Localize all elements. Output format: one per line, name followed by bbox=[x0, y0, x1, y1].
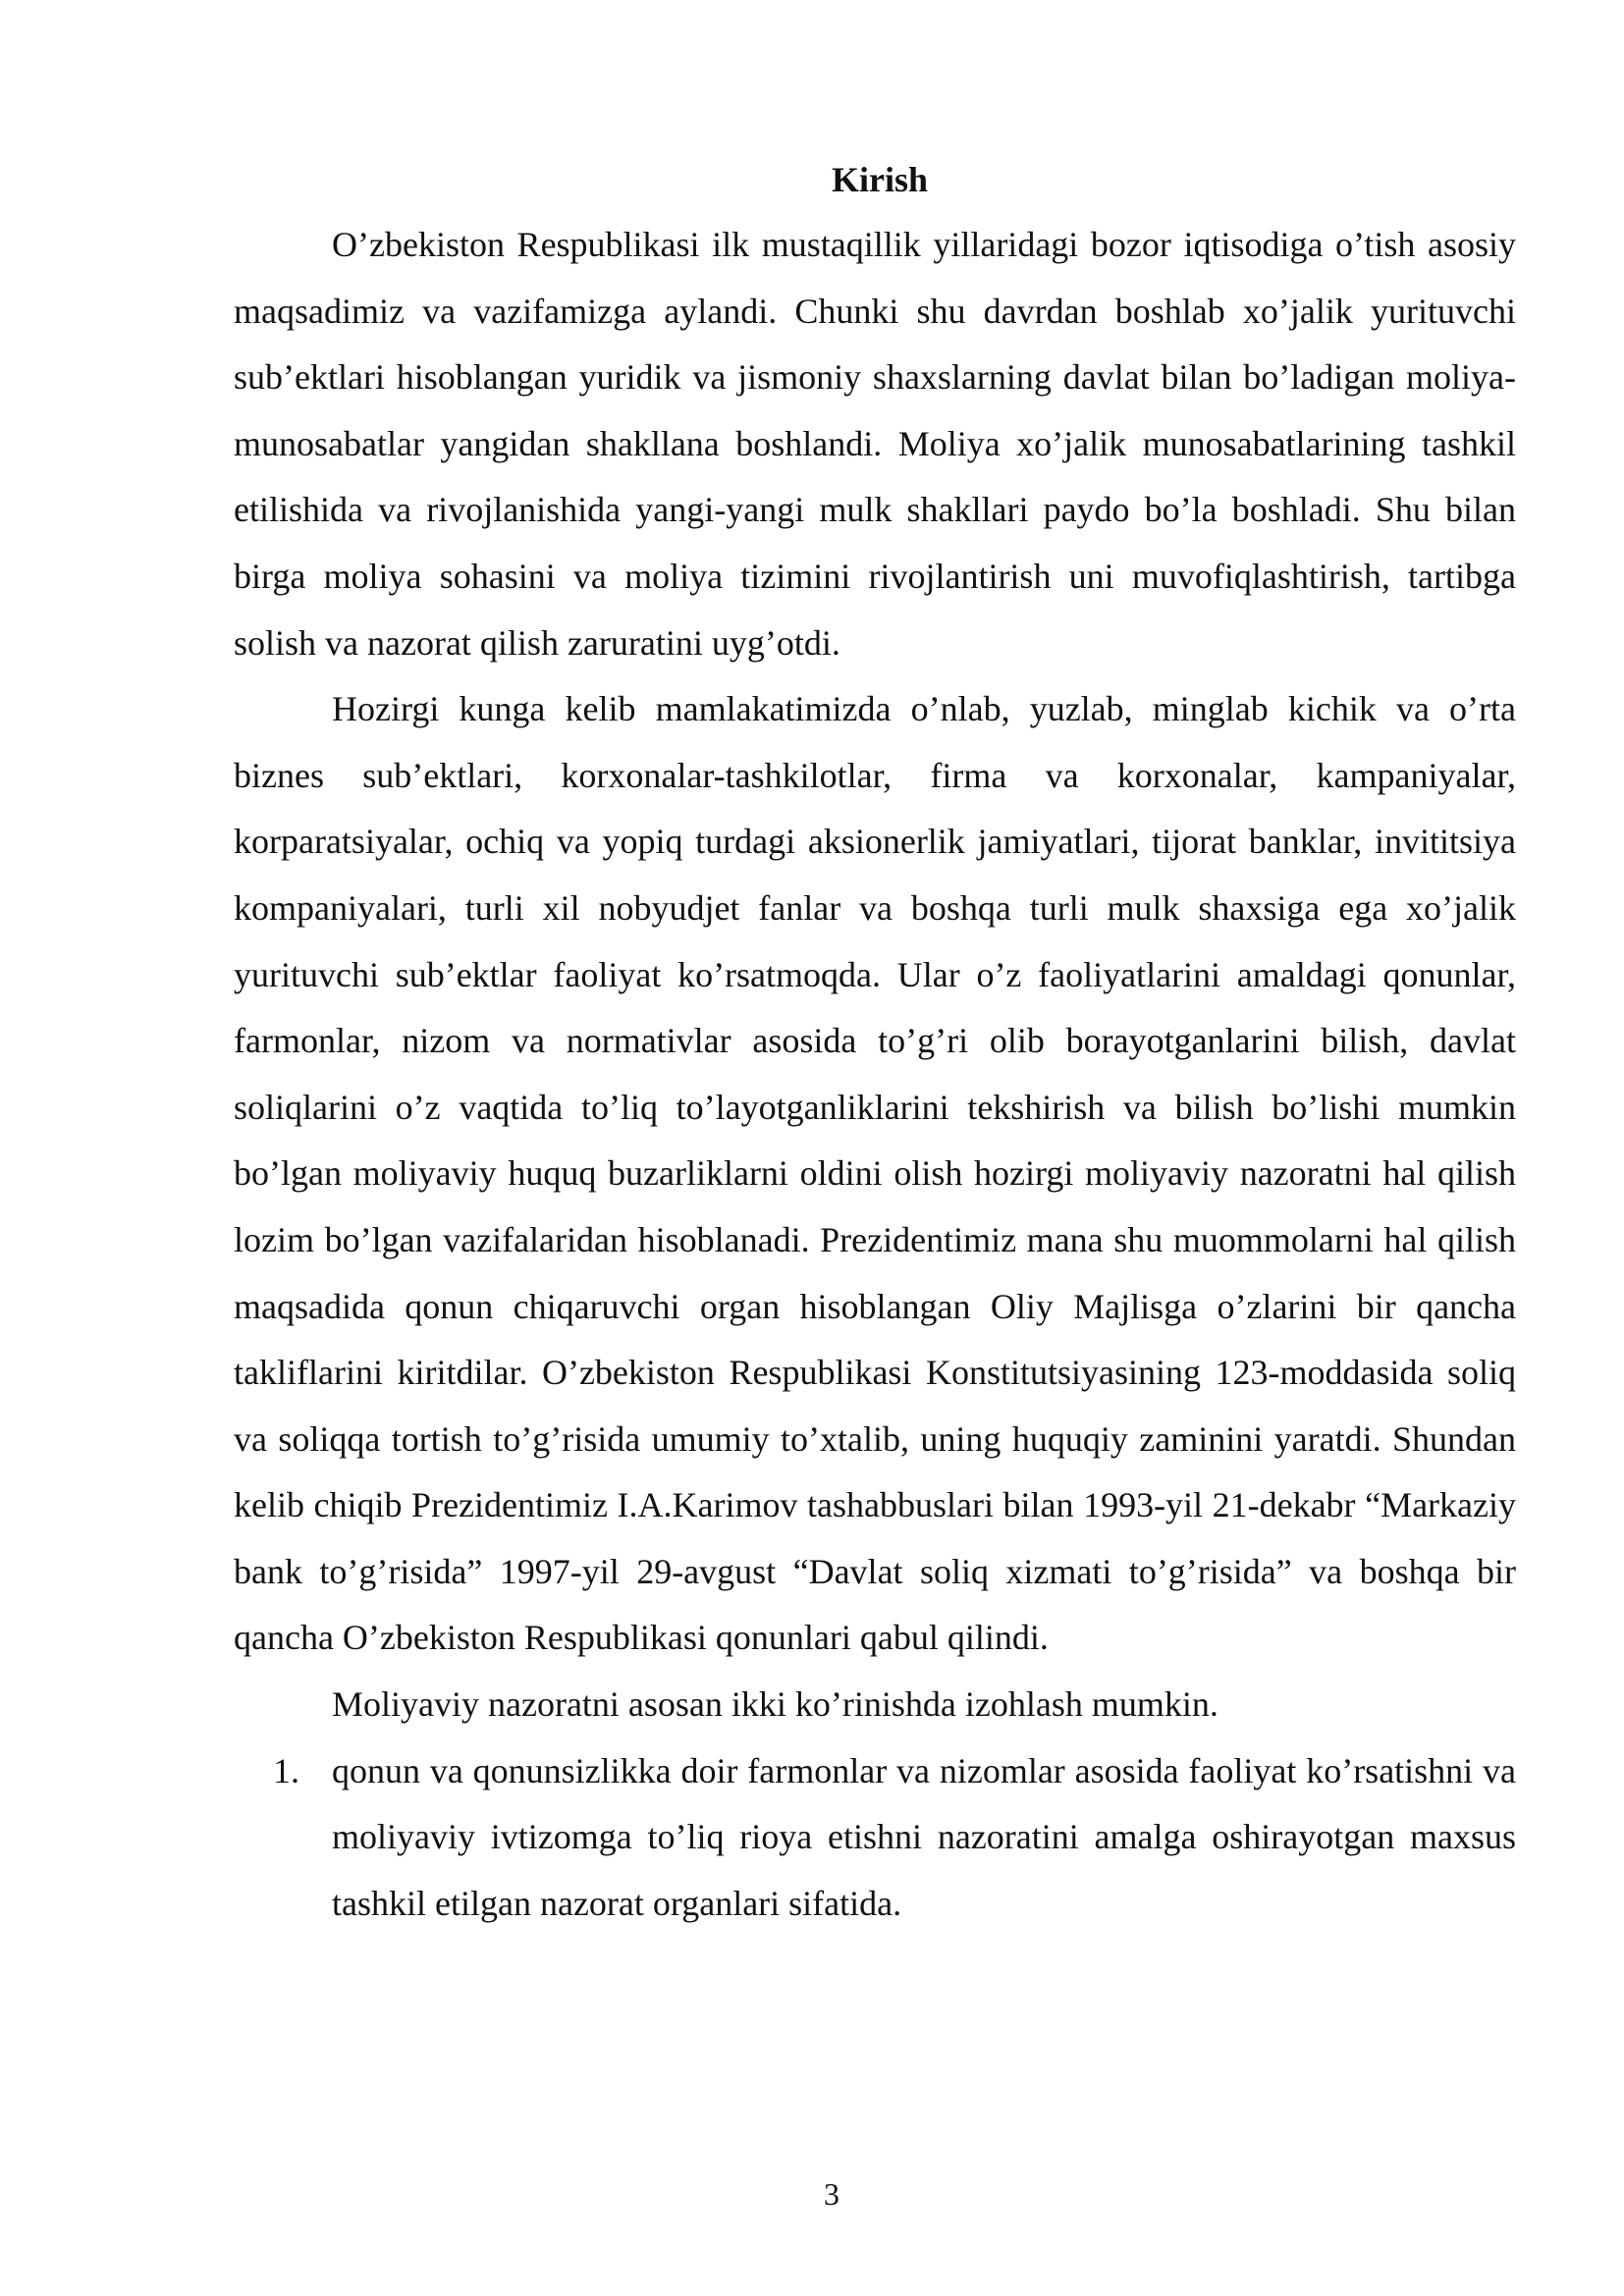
list-item-number: 1. bbox=[273, 1750, 299, 1790]
numbered-list bbox=[234, 1738, 1516, 1938]
paragraph-body: Hozirgi kunga kelib mamlakatimizda o’nlab, yuzlab, minglab kichik va o’rta biznes sub’ektlari, korxonalar-tashkilotlar, firma va korxonalar, kampaniyalar, korparatsiyalar, ochiq va yopiq turdagi aksionerlik jamiyatlari, tijorat banklar, invititsiya kompaniyalari, turli xil nobyudjet fanlar va boshqa turli mulk shaxsiga ega xo’jalik yurituvchi sub’ektlar faoliyat ko’rsatmoqda. Ular o’z faoliyatlarini amaldagi qonunlar, farmonlar, nizom va normativlar asosida to’g’ri olib borayotganlarini bilish, davlat soliqlarini o’z vaqtida to’liq to’layotganliklarini tekshirish va bilish bo’lishi mumkin bo’lgan moliyaviy huquq buzarliklarni oldini olish hozirgi moliyaviy nazoratni hal qilish lozim bo’lgan vazifalaridan hisoblanadi. Prezidentimiz mana shu muommolarni hal qilish maqsadida qonun chiqaruvchi organ hisoblangan Oliy Majlisga o’zlarini bir qancha takliflarini kiritdilar. O’zbekiston Respublikasi Konstitutsiyasining 123-moddasida soliq va soliqqa tortish to’g’risida umumiy to’xtalib, uning huquqiy zaminini yaratdi. Shundan kelib chiqib Prezidentimiz I.A.Karimov tashabbuslari bilan 1993-yil 21-dekabr “Markaziy bank to’g’risida” 1997-yil 29-avgust “Davlat soliq xizmati to’g’risida” va boshqa bir qancha O’zbekiston Respublikasi qonunlari qabul qilindi. bbox=[234, 689, 1516, 1658]
paragraph-lead-in: Moliyaviy nazoratni asosan ikki ko’rinishda izohlash mumkin. bbox=[332, 1684, 1218, 1725]
list-item bbox=[234, 1738, 1516, 1938]
paragraph-intro: O’zbekiston Respublikasi ilk mustaqillik yillaridagi bozor iqtisodiga o’tish asosiy maqsadimiz va vazifamizga aylandi. Chunki shu davrdan boshlab xo’jalik yurituvchi sub’ektlari hisoblangan yuridik va jismoniy shaxslarning davlat bilan bo’ladigan moliya-munosabatlar yangidan shakllana boshlandi. Moliya xo’jalik munosabatlarining tashkil etilishida va rivojlanishida yangi-yangi mulk shakllari paydo bo’la boshladi. Shu bilan birga moliya sohasini va moliya tizimini rivojlantirish uni muvofiqlashtirish, tartibga solish va nazorat qilish zaruratini uyg’otdi. bbox=[234, 225, 1516, 663]
document-page bbox=[234, 147, 1516, 1937]
page-number: 3 bbox=[824, 2176, 839, 2212]
list-item-text: qonun va qonunsizlikka doir farmonlar va nizomlar asosida faoliyat ko’rsatishni va moliyaviy ivtizomga to’liq rioya etishni nazoratini amalga oshirayotgan maxsus tashkil etilgan nazorat organlari sifatida. bbox=[332, 1750, 1516, 1923]
document-title: Kirish bbox=[831, 160, 928, 199]
